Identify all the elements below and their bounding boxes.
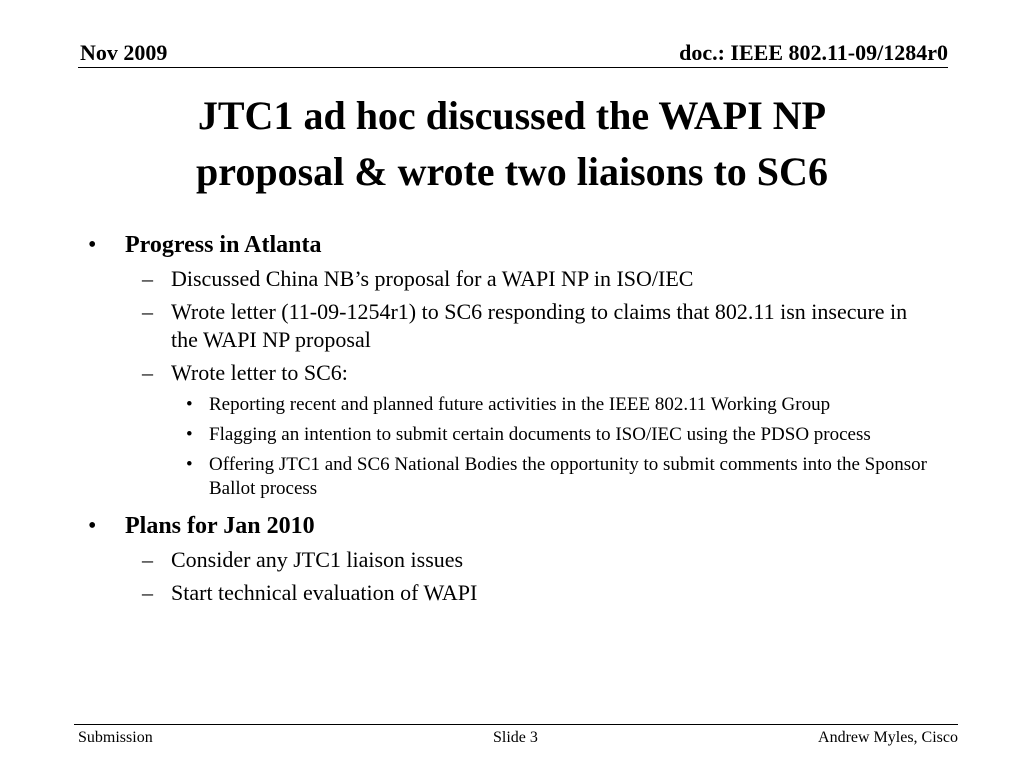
list-item-text: Wrote letter (11-09-1254r1) to SC6 responding to claims that 802.11 isn insecure in the WAPI NP proposal — [171, 299, 908, 352]
section-spacer — [0, 501, 1024, 507]
sub-list-item — [0, 453, 1024, 501]
sub-list-item — [0, 393, 1024, 417]
dash-icon: – — [142, 580, 153, 605]
list-item-text: Consider any JTC1 liaison issues — [171, 547, 464, 572]
header-divider — [78, 67, 948, 68]
list-item — [0, 359, 1024, 387]
bullet-icon: • — [186, 394, 193, 415]
slide-title-line-1: JTC1 ad hoc discussed the WAPI NP — [197, 93, 827, 138]
footer-divider — [74, 724, 958, 725]
list-item — [0, 546, 1024, 574]
section-heading-text: Progress in Atlanta — [125, 232, 322, 258]
bullet-icon: • — [186, 454, 193, 475]
list-item-text: Discussed China NB’s proposal for a WAPI NP in ISO/IEC — [171, 266, 694, 291]
dash-icon: – — [142, 266, 153, 291]
bullet-icon: • — [186, 424, 193, 445]
footer-author: Andrew Myles, Cisco — [818, 729, 958, 746]
section-heading-progress — [0, 230, 1024, 260]
slide-title — [80, 88, 944, 200]
header-doc-id: doc.: IEEE 802.11-09/1284r0 — [679, 40, 948, 65]
bullet-icon: • — [88, 513, 97, 539]
slide-body — [0, 226, 1024, 607]
section-heading-text: Plans for Jan 2010 — [125, 513, 315, 539]
list-item — [0, 298, 1024, 354]
list-item — [0, 579, 1024, 607]
list-item-text: Wrote letter to SC6: — [171, 360, 348, 385]
header-date: Nov 2009 — [80, 40, 168, 65]
list-item — [0, 265, 1024, 293]
footer-submission: Submission — [78, 729, 153, 746]
dash-icon: – — [142, 547, 153, 572]
sub-list-item — [0, 423, 1024, 447]
section-heading-plans — [0, 511, 1024, 541]
list-item-text: Start technical evaluation of WAPI — [171, 580, 478, 605]
bullet-icon: • — [88, 232, 97, 258]
sub-list-item-text: Offering JTC1 and SC6 National Bodies the opportunity to submit comments into the Sponsor Ballot process — [209, 454, 927, 499]
footer-slide-number: Slide 3 — [493, 729, 538, 746]
slide-title-line-2: proposal & wrote two liaisons to SC6 — [196, 149, 828, 194]
sub-list-item-text: Flagging an intention to submit certain documents to ISO/IEC using the PDSO process — [209, 424, 871, 445]
dash-icon: – — [142, 360, 153, 385]
sub-list-item-text: Reporting recent and planned future activities in the IEEE 802.11 Working Group — [209, 394, 831, 415]
dash-icon: – — [142, 299, 153, 324]
